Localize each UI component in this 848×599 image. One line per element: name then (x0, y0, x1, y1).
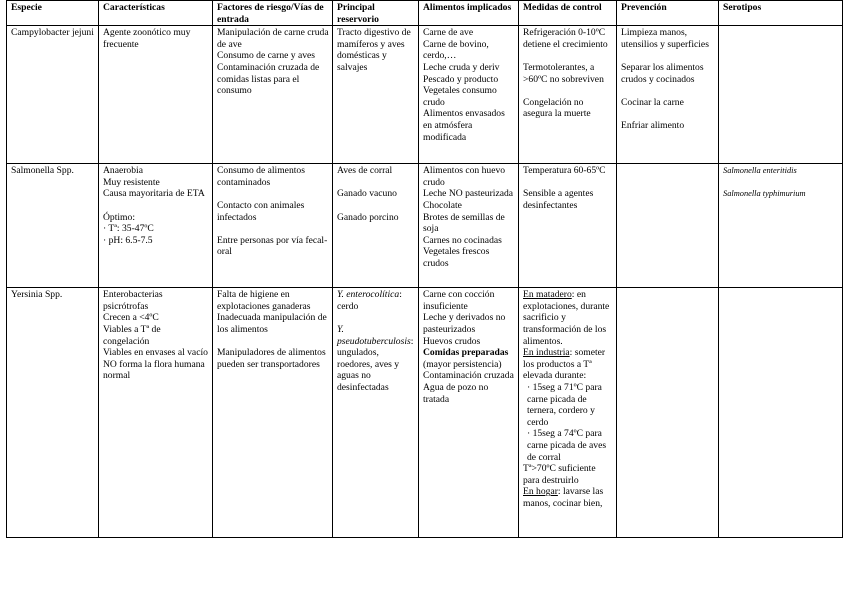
foods-cell: Carne de ave Carne de bovino, cerdo,… Leche cruda y deriv Pescado y producto Vegetales consumo crudo Alimentos envasados en atmósfera modificada (419, 26, 519, 164)
serotypes-cell (719, 288, 843, 538)
reservoir-cell: Y. enterocolítica: cerdo Y. pseudotuberculosis: ungulados, roedores, aves y aguas no desinfectadas (333, 288, 419, 538)
characteristics-cell: Enterobacterias psicrótrofas Crecen a <4ºC Viables a Tª de congelación Viables en envases al vacío NO forma la flora humana normal (99, 288, 213, 538)
header-alimentos: Alimentos implicados (419, 1, 519, 26)
header-caracteristicas: Características (99, 1, 213, 26)
risk-factors-cell: Falta de higiene en explotaciones ganaderas Inadecuada manipulación de los alimentos Manipuladores de alimentos pueden ser transportadores (213, 288, 333, 538)
header-factores: Factores de riesgo/Vías de entrada (213, 1, 333, 26)
serotypes-cell: Salmonella enteritidis Salmonella typhimurium (719, 164, 843, 288)
reservoir-cell: Aves de corral Ganado vacuno Ganado porcino (333, 164, 419, 288)
food-pathogens-table (6, 0, 843, 538)
risk-factors-cell: Manipulación de carne cruda de ave Consumo de carne y aves Contaminación cruzada de comidas listas para el consumo (213, 26, 333, 164)
serotypes-cell (719, 26, 843, 164)
characteristics-cell: Anaerobia Muy resistente Causa mayoritaria de ETA Óptimo: · Tª: 35-47ºC · pH: 6.5-7.5 (99, 164, 213, 288)
species-name: Yersinia Spp. (7, 288, 99, 538)
control-measures-cell: Refrigeración 0-10ºC detiene el crecimiento Termotolerantes, a >60ºC no sobreviven Congelación no asegura la muerte (519, 26, 617, 164)
characteristics-cell: Agente zoonótico muy frecuente (99, 26, 213, 164)
species-name: Campylobacter jejuni (7, 26, 99, 164)
foods-cell: Carne con cocción insuficiente Leche y derivados no pasteurizados Huevos crudos Comidas preparadas (mayor persistencia) Contaminación cruzada Agua de pozo no tratada (419, 288, 519, 538)
header-especie: Especie (7, 1, 99, 26)
table-row-salmonella (7, 164, 843, 288)
control-measures-cell: Temperatura 60-65ºC Sensible a agentes desinfectantes (519, 164, 617, 288)
control-measures-cell: En matadero: en explotaciones, durante sacrificio y transformación de los alimentos. En industria: someter los productos a Tª elevada durante: · 15seg a 71ºC para carne picada de ternera, cordero y cerdo · 15seg a 74ºC para carne picada de aves de corral Tª>70ºC suficiente para destruirlo En hogar: lavarse las manos, cocinar bien, (519, 288, 617, 538)
species-name: Salmonella Spp. (7, 164, 99, 288)
prevention-cell (617, 288, 719, 538)
table-row-yersinia (7, 288, 843, 538)
reservoir-cell: Tracto digestivo de mamíferos y aves domésticas y salvajes (333, 26, 419, 164)
foods-cell: Alimentos con huevo crudo Leche NO pasteurizada Chocolate Brotes de semillas de soja Carnes no cocinadas Vegetales frescos crudos (419, 164, 519, 288)
header-row (7, 1, 843, 26)
header-prevencion: Prevención (617, 1, 719, 26)
header-serotipos: Serotipos (719, 1, 843, 26)
header-reservorio: Principal reservorio (333, 1, 419, 26)
table-row-campylobacter (7, 26, 843, 164)
prevention-cell: Limpieza manos, utensilios y superficies Separar los alimentos crudos y cocinados Cocinar la carne Enfriar alimento (617, 26, 719, 164)
prevention-cell (617, 164, 719, 288)
header-medidas: Medidas de control (519, 1, 617, 26)
risk-factors-cell: Consumo de alimentos contaminados Contacto con animales infectados Entre personas por vía fecal-oral (213, 164, 333, 288)
